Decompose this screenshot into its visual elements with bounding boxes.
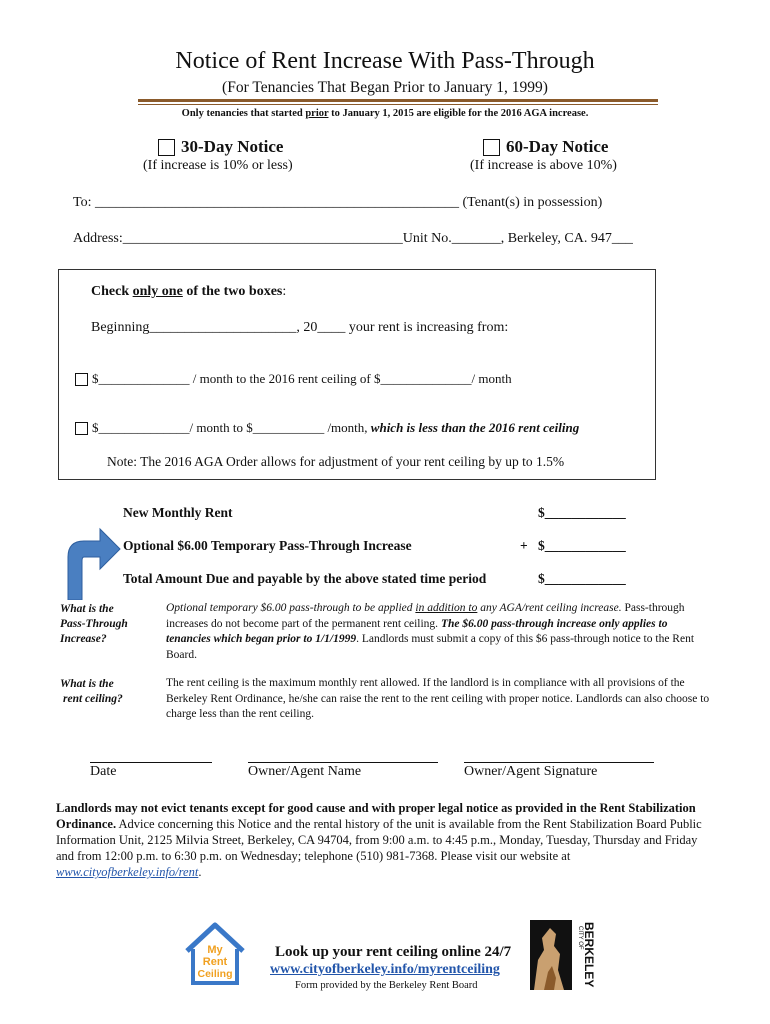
- my-rent-ceiling-logo: [185, 921, 245, 987]
- lookup-headline: Look up your rent ceiling online 24/7: [275, 944, 512, 960]
- checkbox-option-2[interactable]: [75, 422, 88, 435]
- plus-sign: +: [520, 538, 528, 553]
- checkbox-30-day[interactable]: [158, 139, 175, 156]
- date-label: Date: [90, 764, 117, 779]
- label-60-day: 60-Day Notice: [506, 137, 609, 156]
- header-rule-thin: [138, 104, 658, 105]
- svg-text:Rent: Rent: [202, 956, 228, 968]
- svg-text:My: My: [207, 944, 223, 956]
- new-monthly-rent-amount[interactable]: $____________: [538, 505, 626, 520]
- header-rule-thick: [138, 99, 658, 102]
- date-signature-line[interactable]: [90, 762, 212, 763]
- new-monthly-rent-label: New Monthly Rent: [123, 505, 233, 520]
- owner-name-label: Owner/Agent Name: [248, 764, 362, 779]
- beginning-field[interactable]: Beginning_____________________, 20____ your rent is increasing from:: [91, 320, 509, 335]
- total-due-amount[interactable]: $____________: [538, 571, 626, 586]
- rent-board-link[interactable]: www.cityofberkeley.info/rent: [56, 865, 199, 879]
- pass-through-label: Optional $6.00 Temporary Pass-Through Increase: [123, 538, 412, 553]
- page-title: Notice of Rent Increase With Pass-Through: [175, 48, 595, 74]
- owner-name-signature-line[interactable]: [248, 762, 438, 763]
- svg-text:BERKELEY: BERKELEY: [582, 922, 596, 988]
- checkbox-option-1[interactable]: [75, 373, 88, 386]
- label-30-day: 30-Day Notice: [181, 137, 284, 156]
- faq-question-pass-through: What is the Pass-Through Increase?: [60, 603, 128, 645]
- owner-signature-label: Owner/Agent Signature: [464, 764, 598, 779]
- sub-60-day: (If increase is above 10%): [470, 158, 617, 173]
- aga-note: Note: The 2016 AGA Order allows for adjustment of your rent ceiling by up to 1.5%: [107, 454, 565, 469]
- page-subtitle: (For Tenancies That Began Prior to January 1, 1999): [222, 79, 548, 96]
- svg-text:CITY OF: CITY OF: [577, 926, 583, 950]
- pass-through-amount[interactable]: $____________: [538, 538, 626, 553]
- owner-signature-line[interactable]: [464, 762, 654, 763]
- city-of-berkeley-logo: [530, 920, 598, 990]
- myrentceiling-link[interactable]: www.cityofberkeley.info/myrentceiling: [270, 962, 500, 977]
- faq-answer-pass-through: Optional temporary $6.00 pass-through to be applied in addition to any AGA/rent ceiling increase. Pass-through increases do not become part of the permanent rent ceiling. The $6.00 pass-through increase only applies to tenancies which began prior to 1/1/1999. Landlords must submit a copy of this $6 pass-through notice to the Rent Board.: [166, 602, 695, 661]
- checkbox-60-day[interactable]: [483, 139, 500, 156]
- footer-legal-text: Landlords may not evict tenants except for good cause and with proper legal notice as provided in the Rent Stabilization Ordinance. Advice concerning this Notice and the rental history of the unit is available from the Rent Stabilization Board Public Information Unit, 2125 Milvia Street, Berkeley, CA 94704, from 9:00 a.m. to 4:45 p.m., Monday, Tuesday, Thursday and Friday and from 12:00 p.m. to 6:30 p.m. on Wednesday; telephone (510) 981-7368. Please visit our website at www.cityofberkeley.info/rent.: [56, 801, 702, 879]
- option-1-text: $______________ / month to the 2016 rent ceiling of $______________/ month: [92, 371, 512, 386]
- form-provided-by: Form provided by the Berkeley Rent Board: [295, 980, 478, 991]
- check-instructions: Check only one of the two boxes:: [91, 284, 287, 299]
- faq-question-rent-ceiling: What is the rent ceiling?: [60, 678, 123, 705]
- option-2-text: $______________/ month to $___________ /month, which is less than the 2016 rent ceiling: [92, 420, 580, 435]
- sub-30-day: (If increase is 10% or less): [143, 158, 293, 173]
- arrow-icon: [62, 525, 122, 600]
- tenant-field[interactable]: To: ____________________________________________________ (Tenant(s) in possession): [73, 195, 603, 210]
- eligibility-note: Only tenancies that started prior to January 1, 2015 are eligible for the 2016 AGA increase.: [181, 108, 589, 119]
- faq-answer-rent-ceiling: The rent ceiling is the maximum monthly rent allowed. If the landlord is in compliance with all provisions of the Berkeley Rent Ordinance, he/she can raise the rent to the rent ceiling with proper notice. Landlords can also choose to charge less than the rent ceiling.: [166, 677, 710, 720]
- svg-text:Ceiling: Ceiling: [197, 968, 233, 980]
- address-field[interactable]: Address:________________________________________Unit No._______, Berkeley, CA. 947___: [73, 231, 633, 246]
- total-due-label: Total Amount Due and payable by the above stated time period: [123, 571, 487, 586]
